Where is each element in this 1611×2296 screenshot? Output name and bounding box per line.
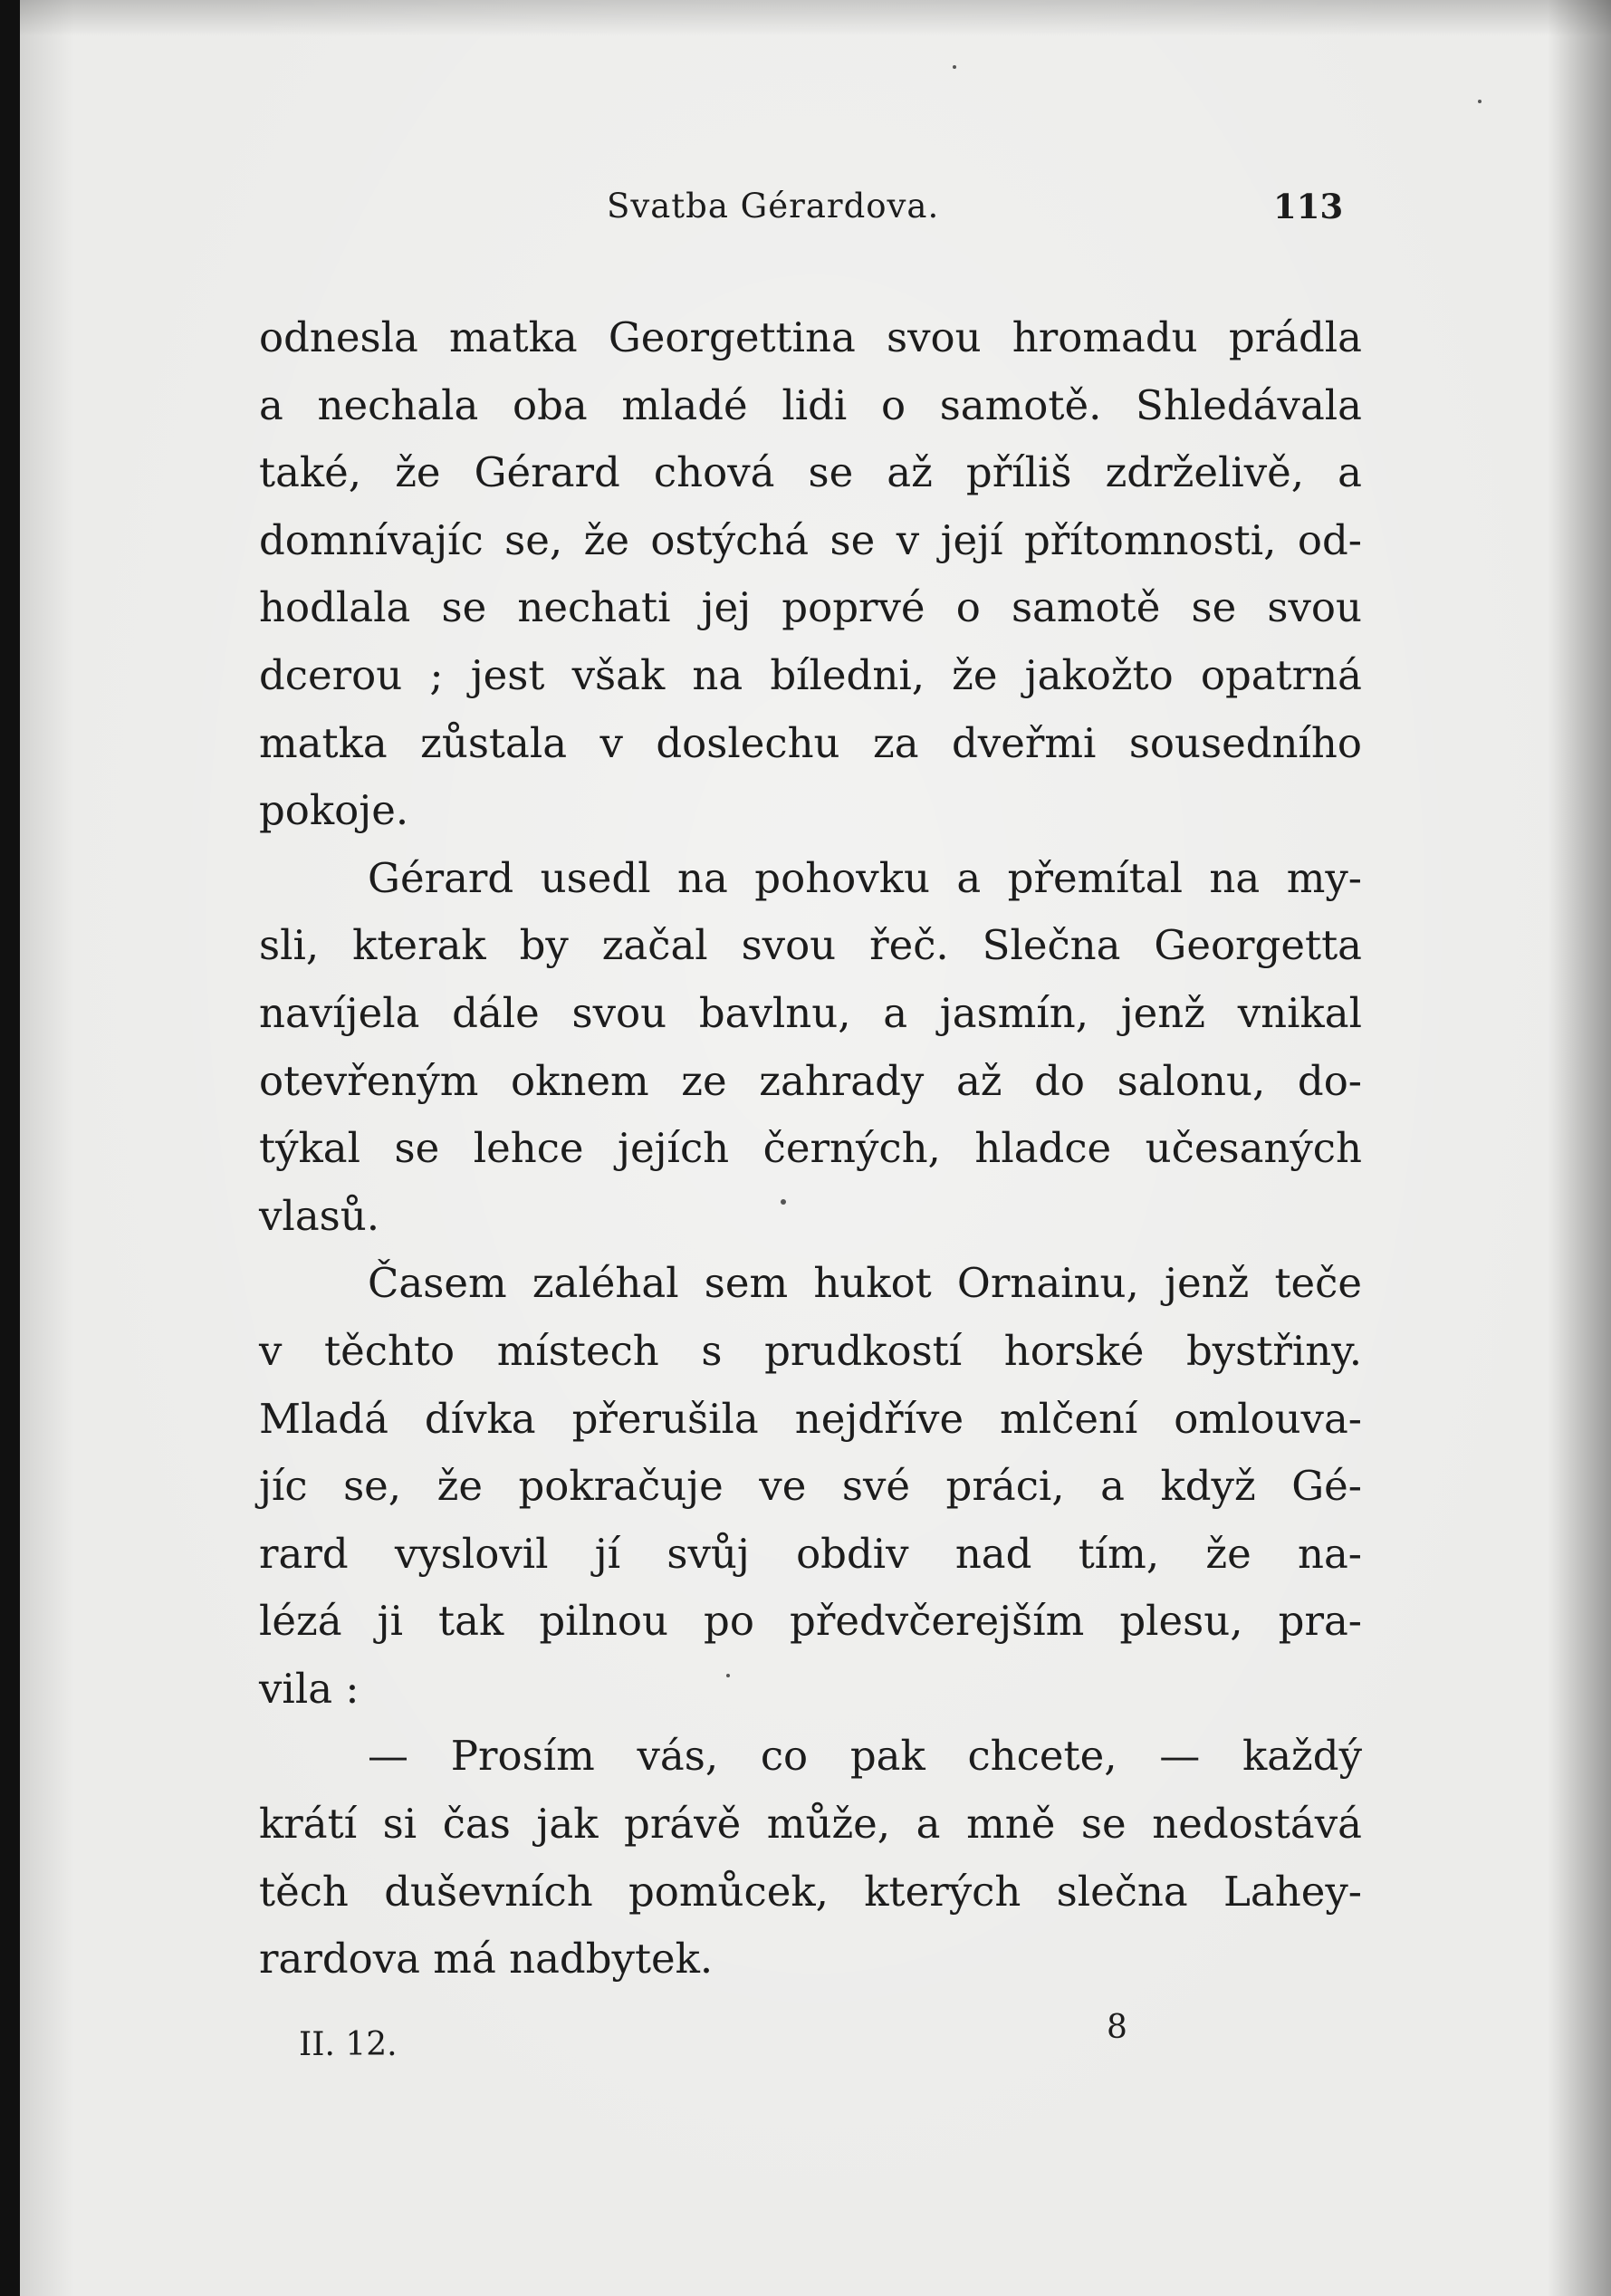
sheet-number: 8 (1107, 2009, 1127, 2046)
text-line: otevřeným oknem ze zahrady až do salonu, do- (259, 1056, 1362, 1105)
text-line: pokoje. (259, 786, 409, 835)
paragraph-start-line: — Prosím vás, co pak chcete, — každý (368, 1732, 1362, 1781)
text-line: vlasů. (259, 1191, 380, 1240)
text-line: odnesla matka Georgettina svou hromadu prádla (259, 313, 1362, 361)
body-text (259, 304, 1362, 1993)
text-line: hodlala se nechati jej poprvé o samotě se svou (259, 583, 1362, 632)
paragraph-start-line: Časem zaléhal sem hukot Ornainu, jenž teče (368, 1259, 1362, 1308)
paper-speck (953, 65, 956, 69)
paper-speck (1478, 100, 1482, 103)
paragraph-start-line: Gérard usedl na pohovku a přemítal na my- (368, 853, 1362, 902)
text-line: v těchto místech s prudkostí horské bystřiny. (259, 1326, 1362, 1375)
text-line: matka zůstala v doslechu za dveřmi sousedního (259, 718, 1362, 767)
text-line: navíjela dále svou bavlnu, a jasmín, jenž vnikal (259, 988, 1362, 1037)
book-page (20, 0, 1611, 2296)
scan-left-edge (0, 0, 20, 2296)
paper-speck (781, 1199, 786, 1205)
text-line: týkal se lehce jejích černých, hladce učesaných (259, 1124, 1362, 1173)
text-line: dcerou ; jest však na bíledni, že jakožto opatrná (259, 650, 1362, 699)
printer-signature: II. 12. (299, 2026, 398, 2063)
text-line: sli, kterak by začal svou řeč. Slečna Georgetta (259, 921, 1362, 970)
text-line: krátí si čas jak právě může, a mně se nedostává (259, 1800, 1362, 1849)
running-title: Svatba Gérardova. (607, 187, 940, 226)
text-line: vila : (259, 1664, 360, 1713)
text-line: jíc se, že pokračuje ve své práci, a když Gé- (259, 1462, 1362, 1511)
running-head (20, 187, 1611, 241)
paper-speck (726, 1674, 730, 1677)
page-number: 113 (1273, 187, 1344, 226)
text-line: těch duševních pomůcek, kterých slečna Lahey- (259, 1867, 1362, 1916)
text-line: domnívajíc se, že ostýchá se v její přítomnosti, od- (259, 515, 1362, 564)
text-line: rardova má nadbytek. (259, 1935, 714, 1984)
text-line: lézá ji tak pilnou po předvčerejším plesu, pra- (259, 1597, 1362, 1646)
text-line: Mladá dívka přerušila nejdříve mlčení omlouva- (259, 1394, 1362, 1443)
text-line: a nechala oba mladé lidi o samotě. Shledávala (259, 380, 1362, 429)
text-line: také, že Gérard chová se až příliš zdrželivě, a (259, 448, 1362, 497)
text-line: rard vyslovil jí svůj obdiv nad tím, že na- (259, 1529, 1362, 1578)
